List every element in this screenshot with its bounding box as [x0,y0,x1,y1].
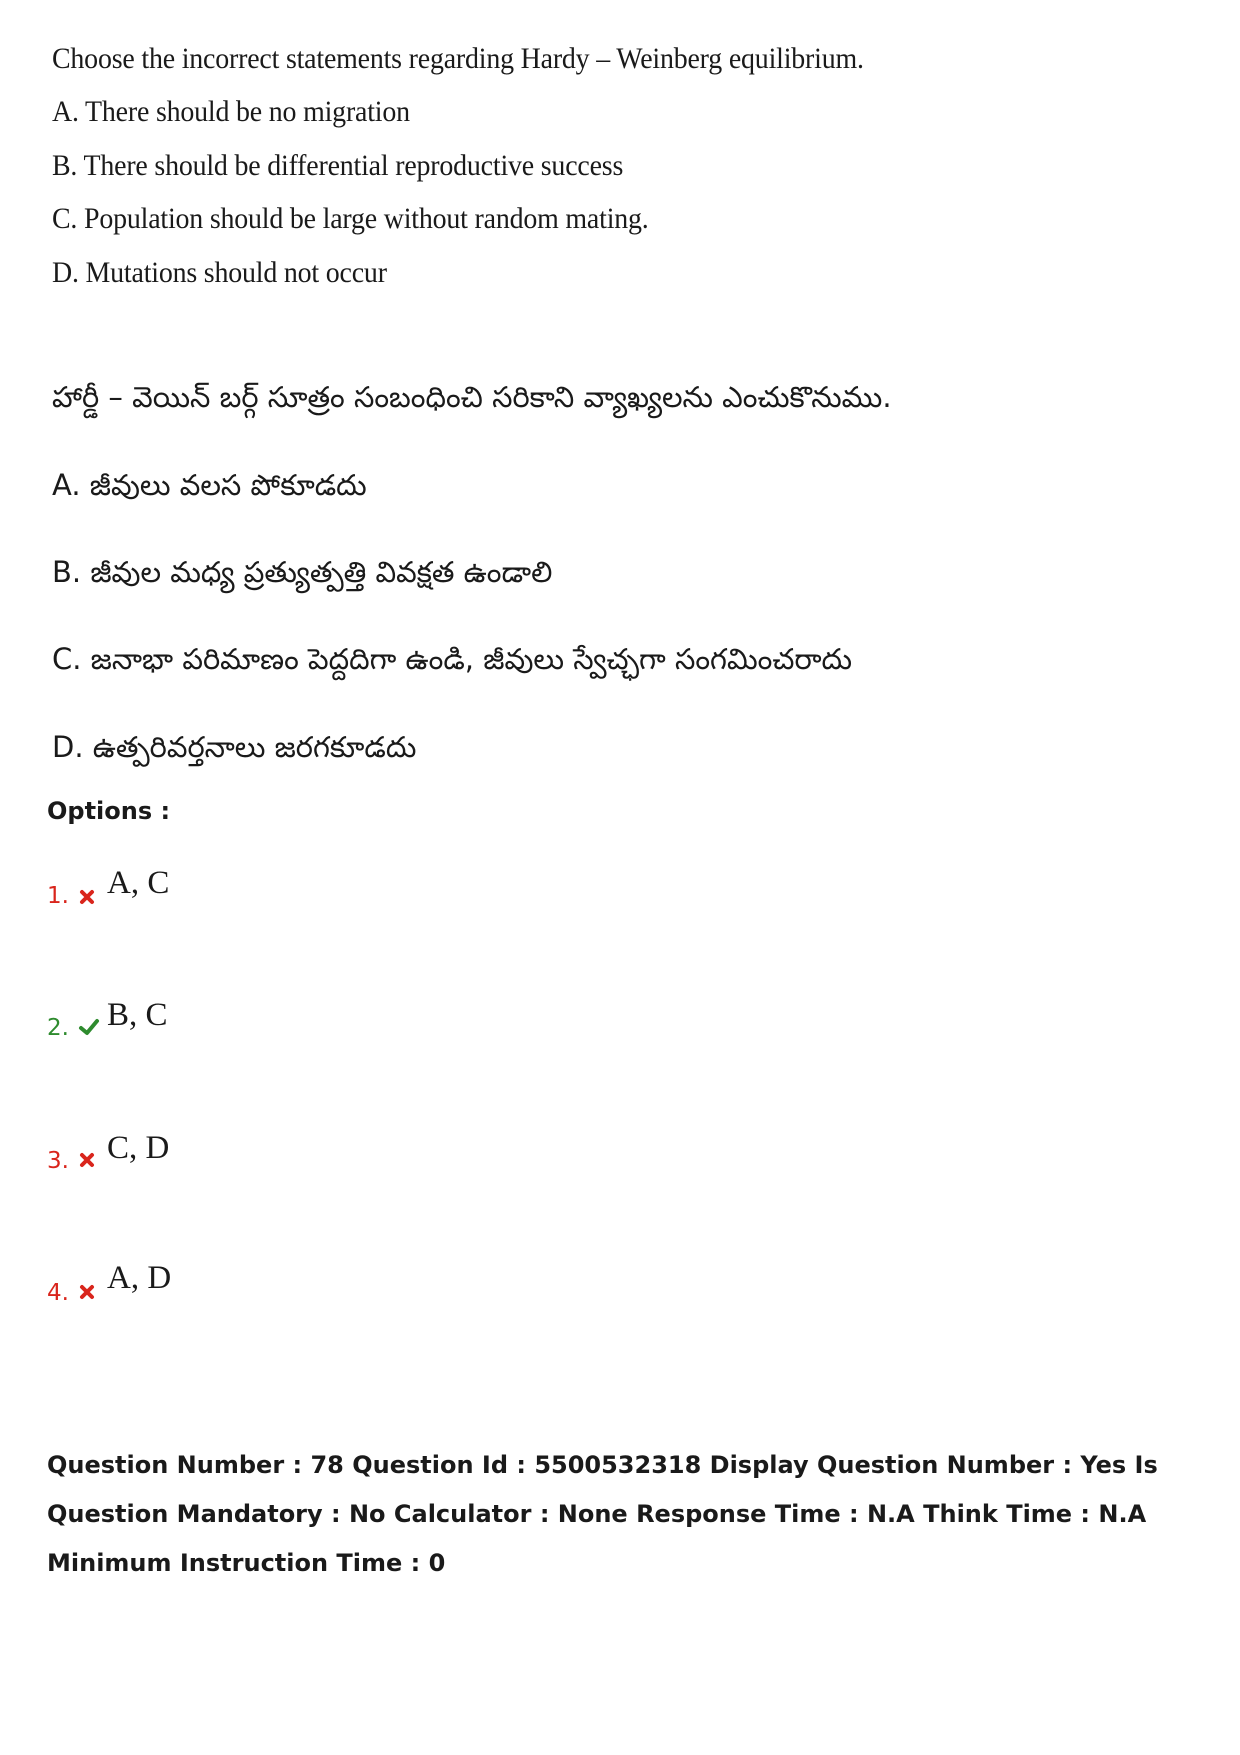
cross-icon [77,1282,97,1302]
statement-b-telugu: B. జీవుల మధ్య ప్రత్యుత్పత్తి వివక్షత ఉండాలి [52,555,553,589]
statement-a-telugu: A. జీవులు వలస పోకూడదు [52,468,367,502]
statement-b-english: B. There should be differential reproductive success [52,149,624,182]
statement-a-english: A. There should be no migration [52,95,410,128]
option-text: B, C [107,997,168,1033]
statement-d-telugu: D. ఉత్పరివర్తనాలు జరగకూడదు [52,730,417,764]
statement-d-english: D. Mutations should not occur [52,256,387,289]
checkmark-icon [77,1017,101,1037]
question-stem-english: Choose the incorrect statements regarding Hardy – Weinberg equilibrium. [52,42,864,75]
option-text: A, C [107,865,170,901]
option-number: 3. [47,1148,69,1174]
question-stem-telugu: హార్డీ – వెయిన్ బర్గ్ సూత్రం సంబంధించి సరికాని వ్యాఖ్యలను ఎంచుకొనుము. [52,380,892,414]
option-number: 1. [47,883,69,909]
option-text: C, D [107,1130,170,1166]
option-text: A, D [107,1260,172,1296]
question-metadata: Question Number : 78 Question Id : 5500532318 Display Question Number : Yes Is Question Mandatory : No Calculator : None Response Time : N.A Think Time : N.A Minimum Instruction Time : 0 [47,1451,1158,1577]
statement-c-english: C. Population should be large without random mating. [52,202,649,235]
statement-c-telugu: C. జనాభా పరిమాణం పెద్దదిగా ఉండి, జీవులు స్వేచ్ఛగా సంగమించరాదు [52,642,853,676]
cross-icon [77,1150,97,1170]
option-number: 2. [47,1015,69,1041]
option-number: 4. [47,1280,69,1306]
options-label: Options : [47,797,171,825]
cross-icon [77,887,97,907]
